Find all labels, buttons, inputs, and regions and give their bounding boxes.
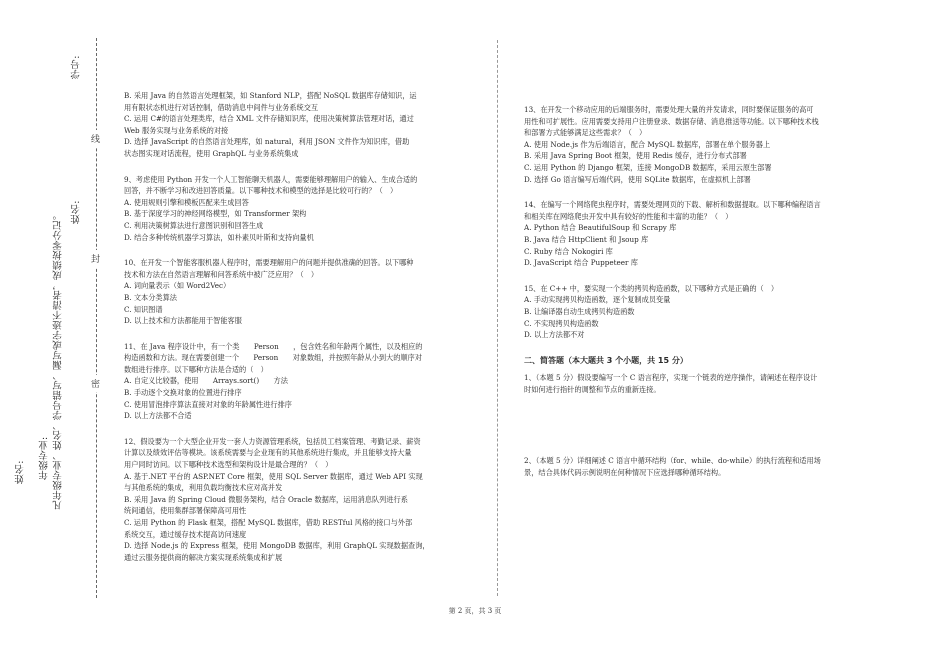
question-line: B. 文本分类算法 bbox=[124, 292, 177, 302]
question-line: C. 利用决策树算法进行意图识别和回答生成 bbox=[124, 220, 264, 230]
question-line: 用性和可扩展性。应用需要支持用户注册登录、数据存储、消息推送等功能。以下哪种技术栈 bbox=[524, 116, 819, 126]
question-line: D. 以上方法都不合适 bbox=[124, 411, 192, 421]
question-line: 14、在编写一个网络爬虫程序时，需要处理网页的下载、解析和数据提取。以下哪种编程语言 bbox=[524, 200, 821, 210]
question-q9 bbox=[124, 174, 474, 244]
question-line: 景，结合具体代码示例说明在何种情况下应选择哪种循环结构。 bbox=[524, 468, 726, 478]
question-line: 11、在 Java 程序设计中，有一个类 Person ，包含姓名和年龄两个属性，以及相应的 bbox=[124, 341, 423, 351]
question-line: B. 让编译器自动生成拷贝构造函数 bbox=[524, 306, 635, 316]
question-line: C. 运用 Python 的 Django 框架，连接 MongoDB 数据库，采用云原生部署 bbox=[524, 162, 772, 172]
question-line: B. 采用 Java 的自然语言处理框架，如 Stanford NLP，搭配 NoSQL 数据库存储知识，运 bbox=[124, 91, 417, 100]
page-footer: 第 2 页，共 3 页 bbox=[448, 607, 502, 615]
choice-questions-continued bbox=[524, 104, 874, 341]
instruction-text: 凡年级专业、姓名、学号错写、漏写或字迹不清者，成绩按零分记。 bbox=[53, 210, 64, 510]
question-line: B. Java 结合 HttpClient 和 Jsoup 库 bbox=[524, 234, 649, 244]
seal-xian: 线 bbox=[91, 130, 100, 147]
question-line: B. 采用 Java Spring Boot 框架，使用 Redis 缓存，进行分布式部署 bbox=[524, 151, 747, 161]
question-q8-tail bbox=[124, 90, 474, 160]
invigilator-label: 姓名: bbox=[15, 460, 26, 484]
name-label: 姓名: bbox=[71, 200, 82, 224]
question-line: D. 以上方法都不对 bbox=[524, 330, 585, 340]
question-line: D. 选择 JavaScript 的自然语言处理库，如 natural，利用 JSON 文件作为知识库，借助 bbox=[124, 137, 410, 147]
question-line: 回答，并不断学习和改进回答质量。以下哪种技术和模型的选择是比较可行的？（ ） bbox=[124, 186, 398, 196]
question-line: A. 使用 Node.js 作为后端语言，配合 MySQL 数据库，部署在单个服务器上 bbox=[524, 139, 771, 149]
major-label: 年级专业: bbox=[39, 436, 50, 480]
question-line: C. 运用 Python 的 Flask 框架，搭配 MySQL 数据库，借助 RESTful 风格的接口与外部 bbox=[124, 518, 413, 527]
question-q11 bbox=[124, 341, 474, 422]
question-line: A. 手动实现拷贝构造函数，逐个复制成员变量 bbox=[524, 295, 671, 305]
question-q12 bbox=[124, 436, 474, 564]
question-line: 用户同时访问。以下哪种技术选型和架构设计是最合理的？（ ） bbox=[124, 460, 333, 470]
question-q10 bbox=[124, 257, 474, 327]
question-line: C. 不实现拷贝构造函数 bbox=[524, 318, 599, 328]
question-line: D. 选择 Go 语言编写后端代码，使用 SQLite 数据库，在虚拟机上部署 bbox=[524, 174, 751, 184]
question-line: 数组进行排序。以下哪种方法是合适的（ ） bbox=[124, 364, 268, 374]
question-line: 2、（本题 5 分）详细阐述 C 语言中循环结构（for、while、do-while）的执行流程和适用场 bbox=[524, 456, 821, 466]
question-line: D. 结合多种传统机器学习算法，如朴素贝叶斯和支持向量机 bbox=[124, 232, 314, 242]
question-line: 13、在开发一个移动应用的后端服务时，需要处理大量的并发请求，同时要保证服务的高可 bbox=[524, 105, 814, 114]
question-line: B. 基于深度学习的神经网络模型，如 Transformer 架构 bbox=[124, 209, 307, 219]
question-line: A. 基于.NET 平台的 ASP.NET Core 框架，使用 SQL Server 数据库，通过 Web API 实现 bbox=[124, 471, 423, 481]
question-line: C. 运用 C#的语言处理类库，结合 XML 文件存储知识库，使用决策树算法管理对话，通过 bbox=[124, 114, 414, 124]
question-line: 系统交互，通过缓存技术提高访问速度 bbox=[124, 529, 247, 539]
short-answer-question bbox=[524, 372, 874, 395]
exam-no-label: 学号: bbox=[71, 55, 82, 79]
question-line: 计算以及绩效评估等模块。该系统需要与企业现有的其他系统进行集成，并且能够支持大量 bbox=[124, 448, 412, 458]
question-line: 10、在开发一个智能客服机器人程序时，需要理解用户的问题并提供准确的回答。以下哪种 bbox=[124, 258, 414, 268]
question-line: C. 知识图谱 bbox=[124, 304, 163, 314]
question-line: 用有限状态机进行对话控制，借助消息中间件与业务系统交互 bbox=[124, 102, 319, 112]
question-line: 12、假设要为一个大型企业开发一套人力资源管理系统，包括员工档案管理、考勤记录、薪资 bbox=[124, 436, 421, 446]
question-line: 状态图实现对话流程，使用 GraphQL 与业务系统集成 bbox=[124, 148, 299, 158]
section-title: 二、简答题（本大题共 3 个小题，共 15 分） bbox=[524, 355, 688, 365]
question-line: 时如何进行指针的调整和节点的重新连接。 bbox=[524, 384, 661, 394]
question-line: C. 使用冒泡排序算法直接对对象的年龄属性进行排序 bbox=[124, 399, 292, 409]
question-line: D. JavaScript 结合 Puppeteer 库 bbox=[524, 258, 638, 268]
question-q14 bbox=[524, 199, 874, 269]
question-line: Web 服务实现与业务系统的对接 bbox=[124, 125, 229, 135]
binding-margin bbox=[0, 0, 112, 672]
question-line: 技术和方法在自然语言理解和问答系统中被广泛应用？（ ） bbox=[124, 269, 319, 279]
question-q15 bbox=[524, 283, 874, 341]
question-line: C. Ruby 结合 Nokogiri 库 bbox=[524, 246, 613, 256]
right-column bbox=[524, 104, 874, 489]
question-line: B. 采用 Java 的 Spring Cloud 微服务架构，结合 Oracle 数据库，运用消息队列进行系 bbox=[124, 494, 408, 504]
question-line: D. 以上技术和方法都能用于智能客服 bbox=[124, 316, 242, 326]
left-column bbox=[124, 90, 474, 577]
question-line: B. 手动逐个交换对象的位置进行排序 bbox=[124, 388, 242, 398]
question-line: 统间通信，使用集群部署保障高可用性 bbox=[124, 506, 247, 516]
question-line: 15、在 C++ 中，要实现一个类的拷贝构造函数，以下哪种方式是正确的（ ） bbox=[524, 283, 779, 293]
column-divider bbox=[497, 40, 498, 596]
question-q13 bbox=[524, 104, 874, 185]
question-line: 与其他系统的集成，利用负载均衡技术应对高并发 bbox=[124, 483, 283, 493]
question-line: 1、（本题 5 分）假设要编写一个 C 语言程序，实现一个链表的逆序操作，请阐述在程序设计 bbox=[524, 373, 818, 383]
question-line: A. Python 结合 BeautifulSoup 和 Scrapy 库 bbox=[524, 223, 677, 233]
question-line: 构造函数和方法。现在需要创建一个 Person 对象数组，并按照年龄从小到大的顺序对 bbox=[124, 353, 422, 363]
seal-mi: 密 bbox=[91, 375, 100, 392]
question-line: 9、考虑使用 Python 开发一个人工智能聊天机器人，需要能够理解用户的输入、生成合适的 bbox=[124, 174, 418, 184]
short-answer-question bbox=[524, 455, 874, 478]
question-line: A. 词向量表示（如 Word2Vec） bbox=[124, 281, 231, 291]
question-line: A. 使用规则引擎和模板匹配来生成回答 bbox=[124, 197, 249, 207]
question-line: D. 选择 Node.js 的 Express 框架，使用 MongoDB 数据库，利用 GraphQL 实现数据查询， bbox=[124, 541, 430, 551]
question-line: 和部署方式能够满足这些需求？（ ） bbox=[524, 128, 647, 138]
seal-feng: 封 bbox=[91, 250, 100, 267]
question-line: 通过云服务提供商的解决方案实现系统集成和扩展 bbox=[124, 552, 283, 562]
question-line: 和相关库在网络爬虫开发中具有较好的性能和丰富的功能？（ ） bbox=[524, 211, 733, 221]
binding-dashed-line bbox=[96, 38, 97, 598]
question-line: A. 自定义比较器，使用 Arrays.sort() 方法 bbox=[124, 376, 288, 386]
